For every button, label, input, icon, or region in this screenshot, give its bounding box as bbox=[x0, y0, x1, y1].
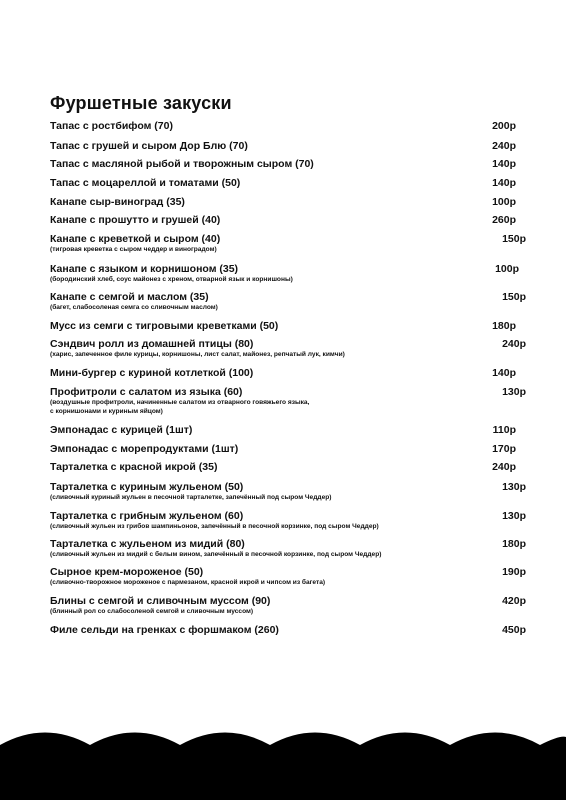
menu-item-price: 110р bbox=[492, 424, 516, 436]
menu-item bbox=[50, 424, 516, 437]
menu-item-name: Эмпонадас с морепродуктами (1шт) bbox=[50, 443, 239, 455]
menu-item-price: 140р bbox=[492, 177, 516, 189]
menu-item bbox=[50, 338, 526, 360]
menu-item bbox=[50, 196, 516, 209]
menu-item-price: 190р bbox=[502, 566, 526, 578]
menu-item-description: (харис, запеченное филе курицы, корнишоны, лист салат, майонез, репчатый лук, кимчи) bbox=[50, 351, 345, 358]
page-title: Фуршетные закуски bbox=[50, 93, 232, 113]
menu-item-description: с корнишонами и куриным яйцом) bbox=[50, 407, 163, 415]
menu-item bbox=[50, 595, 526, 617]
menu-item-description: (тигровая креветка с сыром чеддер и виноградом) bbox=[50, 246, 217, 253]
menu-item-name: Профитроли с салатом из языка (60) bbox=[50, 386, 243, 398]
menu-item-name: Тапас с моцареллой и томатами (50) bbox=[50, 177, 241, 189]
wave-decoration bbox=[0, 715, 566, 800]
menu-item-description: (сливочный куриный жульен в песочной тарталетке, запечённый под сыром Чеддер) bbox=[50, 494, 332, 501]
menu-item bbox=[50, 367, 516, 380]
menu-item-price: 260р bbox=[492, 214, 516, 226]
menu-item-name: Сырное крем-мороженое (50) bbox=[50, 566, 204, 578]
menu-item bbox=[50, 461, 516, 474]
menu-item-name: Мусс из семги с тигровыми креветками (50) bbox=[50, 320, 279, 332]
menu-item-description: (сливочно-творожное мороженое с пармезаном, красной икрой и чипсом из багета) bbox=[50, 579, 326, 586]
menu-item-description: (бородинский хлеб, соус майонез с хреном, отварной язык и корнишоны) bbox=[50, 276, 293, 283]
menu-item-description: (сливочный жульен из мидий с белым вином, запечённый в песочной корзинке, под сыром Чеддер) bbox=[50, 551, 382, 558]
menu-item-price: 140р bbox=[492, 158, 516, 170]
menu-item-price: 140р bbox=[492, 367, 516, 379]
menu-item-price: 130р bbox=[502, 481, 526, 493]
menu-item-price: 170р bbox=[492, 443, 516, 455]
menu-item-price: 180р bbox=[502, 538, 526, 550]
menu-item bbox=[50, 624, 526, 637]
menu-item bbox=[50, 510, 526, 532]
menu-item-name: Блины с семгой и сливочным муссом (90) bbox=[50, 595, 271, 607]
menu-item-description: (воздушные профитроли, начиненные салатом из отварного говяжьего языка, bbox=[50, 399, 310, 406]
menu-item-price: 100р bbox=[495, 263, 519, 275]
menu-item bbox=[50, 320, 516, 333]
menu-item-name: Филе сельди на гренках с форшмаком (260) bbox=[50, 624, 279, 636]
menu-item-description: (сливочный жульен из грибов шампиньонов, запечённый в песочной корзинке, под сыром Чеддер) bbox=[50, 523, 379, 530]
menu-item-name: Тарталетка с грибным жульеном (60) bbox=[50, 510, 244, 522]
menu-item-name: Мини-бургер с куриной котлеткой (100) bbox=[50, 367, 254, 379]
menu-item-name: Эмпонадас с курицей (1шт) bbox=[50, 424, 193, 436]
menu-item bbox=[50, 140, 516, 153]
menu-item-price: 100р bbox=[492, 196, 516, 208]
menu-item-price: 240р bbox=[492, 461, 516, 473]
menu-item-name: Канапе с прошутто и грушей (40) bbox=[50, 214, 221, 226]
menu-item-name: Тарталетка с жульеном из мидий (80) bbox=[50, 538, 245, 550]
menu-item bbox=[50, 291, 526, 313]
menu-item-price: 130р bbox=[502, 510, 526, 522]
menu-item-name: Канапе с семгой и маслом (35) bbox=[50, 291, 209, 303]
menu-item bbox=[50, 158, 516, 171]
menu-item bbox=[50, 120, 516, 133]
menu-item-price: 420р bbox=[502, 595, 526, 607]
menu-item bbox=[50, 263, 519, 285]
menu-item-name: Канапе сыр-виноград (35) bbox=[50, 196, 185, 208]
menu-item-price: 450р bbox=[502, 624, 526, 636]
menu-item bbox=[50, 538, 526, 560]
menu-item-description: (блинный рол со слабосоленой семгой и сливочным муссом) bbox=[50, 608, 254, 615]
menu-item-price: 240р bbox=[502, 338, 526, 350]
menu-item-name: Тапас с ростбифом (70) bbox=[50, 120, 173, 132]
menu-item-name: Тарталетка с красной икрой (35) bbox=[50, 461, 218, 473]
menu-item bbox=[50, 443, 516, 456]
menu-item-price: 130р bbox=[502, 386, 526, 398]
menu-item-name: Канапе с языком и корнишоном (35) bbox=[50, 263, 239, 275]
menu-item-name: Тарталетка с куриным жульеном (50) bbox=[50, 481, 244, 493]
menu-item-price: 240р bbox=[492, 140, 516, 152]
menu-item bbox=[50, 481, 526, 503]
menu-item bbox=[50, 386, 526, 416]
menu-item-name: Тапас с грушей и сыром Дор Блю (70) bbox=[50, 140, 248, 152]
menu-item-name: Сэндвич ролл из домашней птицы (80) bbox=[50, 338, 254, 350]
menu-item-name: Тапас с масляной рыбой и творожным сыром (70) bbox=[50, 158, 314, 170]
menu-item-price: 150р bbox=[502, 233, 526, 245]
menu-item bbox=[50, 566, 526, 588]
menu-item-name: Канапе с креветкой и сыром (40) bbox=[50, 233, 221, 245]
menu-item-description: (багет, слабосоленая семга со сливочным маслом) bbox=[50, 304, 218, 311]
menu-item-price: 200р bbox=[492, 120, 516, 132]
menu-item bbox=[50, 177, 516, 190]
menu-item-price: 150р bbox=[502, 291, 526, 303]
menu-item bbox=[50, 233, 526, 255]
menu-item bbox=[50, 214, 516, 227]
menu-item-price: 180р bbox=[492, 320, 516, 332]
